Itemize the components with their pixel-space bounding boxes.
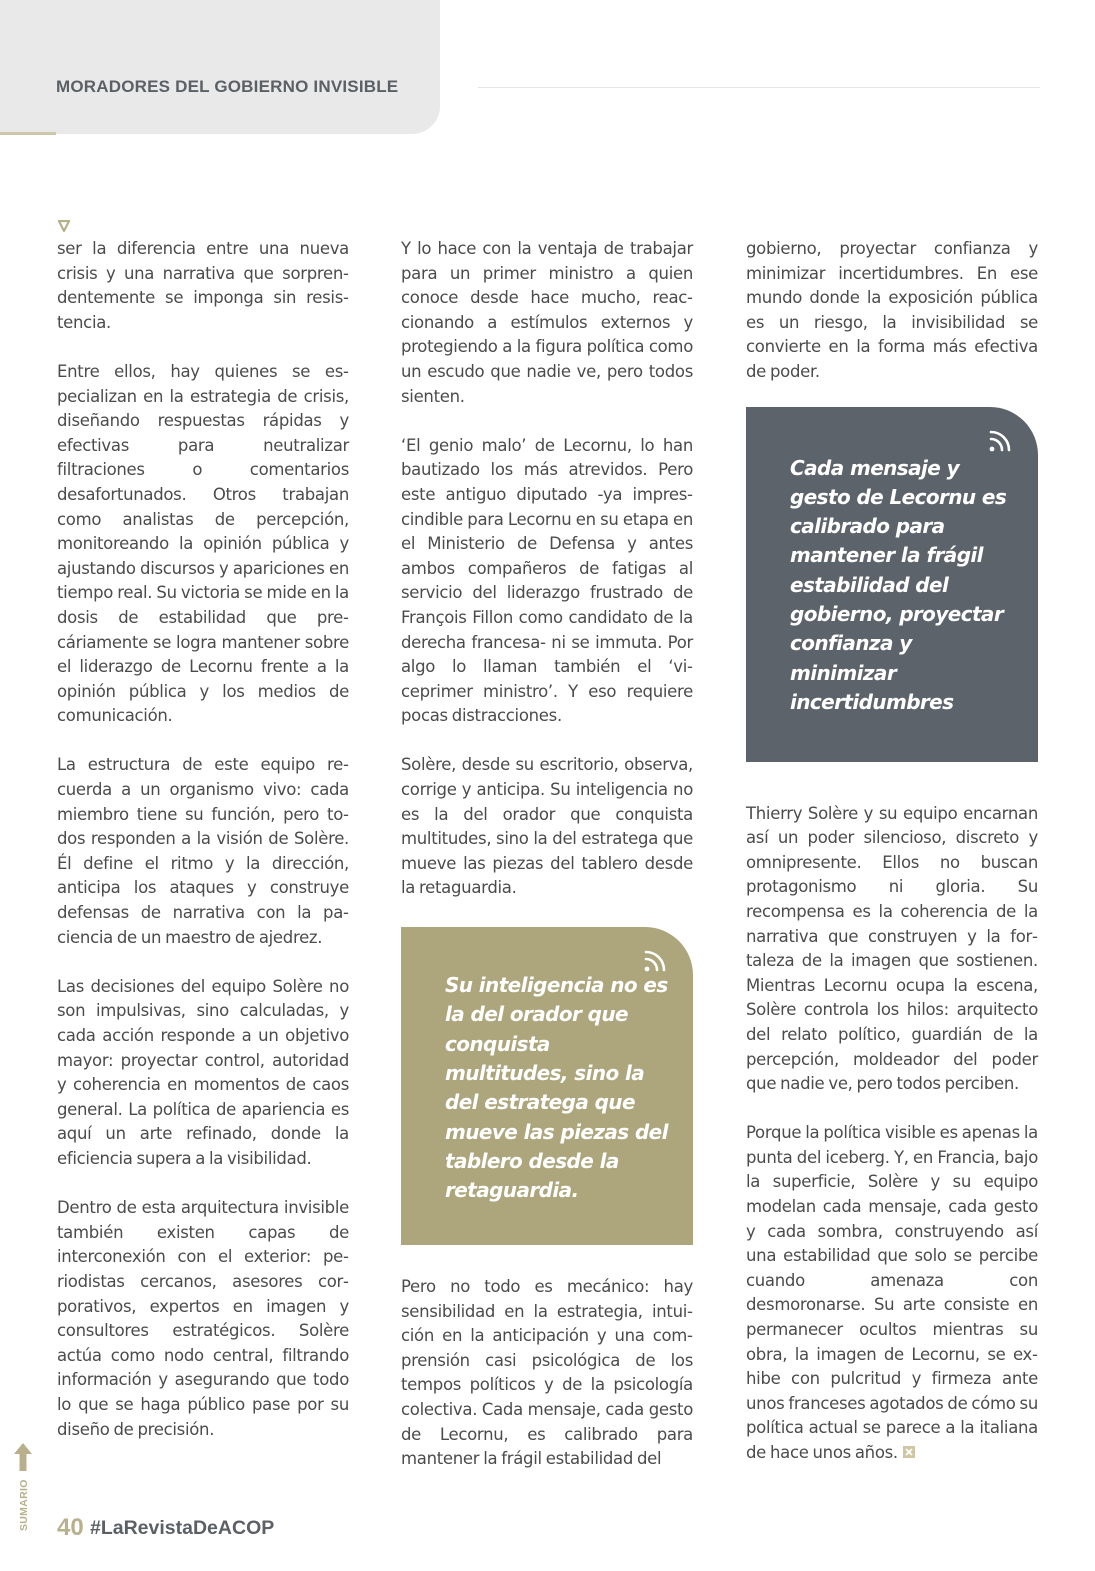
signal-waves-icon	[986, 429, 1012, 455]
paragraph: Y lo hace con la ventaja de trabajar para un primer ministro a quien conoce desde hace mucho, reaccionando a estímulos externos y protegiendo a la figura política como un escudo que nadie ve, pero todos sienten.	[401, 239, 693, 406]
paragraph: Dentro de esta arquitectura invisible también existen capas de interconexión con el exterior: periodistas cercanos, asesores corporativos, expertos en imagen y consultores estratégicos. Solère actúa como nodo central, filtrando información y asegurando que todo lo que se haga público pase por su diseño de precisión.	[57, 1198, 349, 1439]
signal-waves-icon	[641, 949, 667, 975]
header-accent-line	[0, 132, 56, 135]
article-column-2	[401, 237, 693, 1472]
paragraph: Las decisiones del equipo Solère no son impulsivas, sino calculadas, y cada acción responde a un objetivo mayor: proyectar control, autoridad y coherencia en momentos de caos general. La política de apariencia es aquí un arte refinado, donde la eficiencia supera a la visibilidad.	[57, 976, 349, 1168]
section-title: MORADORES DEL GOBIERNO INVISIBLE	[56, 77, 399, 96]
end-of-article-icon	[902, 1445, 916, 1459]
pull-quote-slate	[746, 407, 1038, 762]
pull-quote-text: Cada mensaje y gesto de Lecornu es calibrado para mantener la frágil estabilidad del gobierno, proyectar confianza y minimizar incertidumbres	[790, 455, 1007, 714]
up-arrow-icon[interactable]	[13, 1442, 33, 1472]
triangle-start-icon	[58, 220, 70, 232]
sumario-link[interactable]: SUMARIO	[18, 1479, 30, 1531]
paragraph: gobierno, proyectar confianza y minimizar incertidumbres. En ese mundo donde la exposición pública es un riesgo, la invisibilidad se convierte en la forma más efectiva de poder.	[746, 239, 1038, 381]
paragraph: Entre ellos, hay quienes se especializan en la estrategia de crisis, diseñando respuestas rápidas y efectivas para neutralizar filtraciones o comentarios desafortunados. Otros trabajan como analistas de percepción, monitoreando la opinión pública y ajustando discursos y apariciones en tiempo real. Su victoria se mide en la dosis de estabilidad que precáriamente se logra mantener sobre el liderazgo de Lecornu frente a la opinión pública y los medios de comunicación.	[57, 361, 349, 726]
article-column-3	[746, 237, 1038, 1466]
header-rule	[478, 87, 1040, 88]
paragraph: Thierry Solère y su equipo encarnan así un poder silencioso, discreto y omnipresente. Ellos no buscan protagonismo ni gloria. Su recompensa es la coherencia de la narrativa que construyen y la fortaleza de la imagen que sostienen. Mientras Lecornu ocupa la escena, Solère controla los hilos: arquitecto del relato político, guardián de la percepción, moldeador del poder que nadie ve, pero todos perciben.	[746, 803, 1038, 1094]
paragraph: ser la diferencia entre una nueva crisis y una narrativa que sorprendentemente se imponga sin resistencia.	[57, 239, 349, 332]
page-number: 40	[57, 1514, 84, 1541]
paragraph: Solère, desde su escritorio, observa, corrige y anticipa. Su inteligencia no es la del orador que conquista multitudes, sino la del estratega que mueve las piezas del tablero desde la retaguardia.	[401, 755, 693, 898]
pull-quote-text: Su inteligencia no es la del orador que conquista multitudes, sino la del estratega que mueve las piezas del tablero desde la retaguardia.	[445, 973, 668, 1203]
magazine-hashtag: #LaRevistaDeACOP	[90, 1517, 275, 1539]
paragraph	[746, 1121, 1038, 1465]
paragraph: ‘El genio malo’ de Lecornu, lo han bautizado los más atrevidos. Pero este antiguo diputado -ya imprescindible para Lecornu en su etapa en el Ministerio de Defensa y antes ambos compañeros de fatigas al servicio del liderazgo frustrado de François Fillon como candidato de la derecha francesa- ni se immuta. Por algo lo llaman también el ‘viceprimer ministro’. Y eso requiere pocas distracciones.	[401, 435, 693, 726]
paragraph: La estructura de este equipo recuerda a un organismo vivo: cada miembro tiene su función, pero todos responden a la visión de Solère. Él define el ritmo y la dirección, anticipa los ataques y construye defensas de narrativa con la paciencia de un maestro de ajedrez.	[57, 755, 349, 947]
header-tab	[0, 0, 440, 134]
article-column-1	[57, 237, 349, 1442]
paragraph: Pero no todo es mecánico: hay sensibilidad en la estrategia, intuición en la anticipación y una comprensión casi psicológica de los tempos políticos y de la psicología colectiva. Cada mensaje, cada gesto de Lecornu, es calibrado para mantener la frágil estabilidad del	[401, 1277, 693, 1469]
paragraph-text: Porque la política visible es apenas la punta del iceberg. Y, en Francia, bajo la superficie, Solère y su equipo modelan cada mensaje, cada gesto y cada sombra, construyendo así una estabilidad que solo se percibe cuando amenaza con desmoronarse. Su arte consiste en permanecer ocultos mientras su obra, la imagen de Lecornu, se exhibe con pulcritud y firmeza ante unos franceses agotados de cómo su política actual se parece a la italiana de hace unos años.	[746, 1123, 1038, 1462]
pull-quote-olive	[401, 927, 693, 1245]
